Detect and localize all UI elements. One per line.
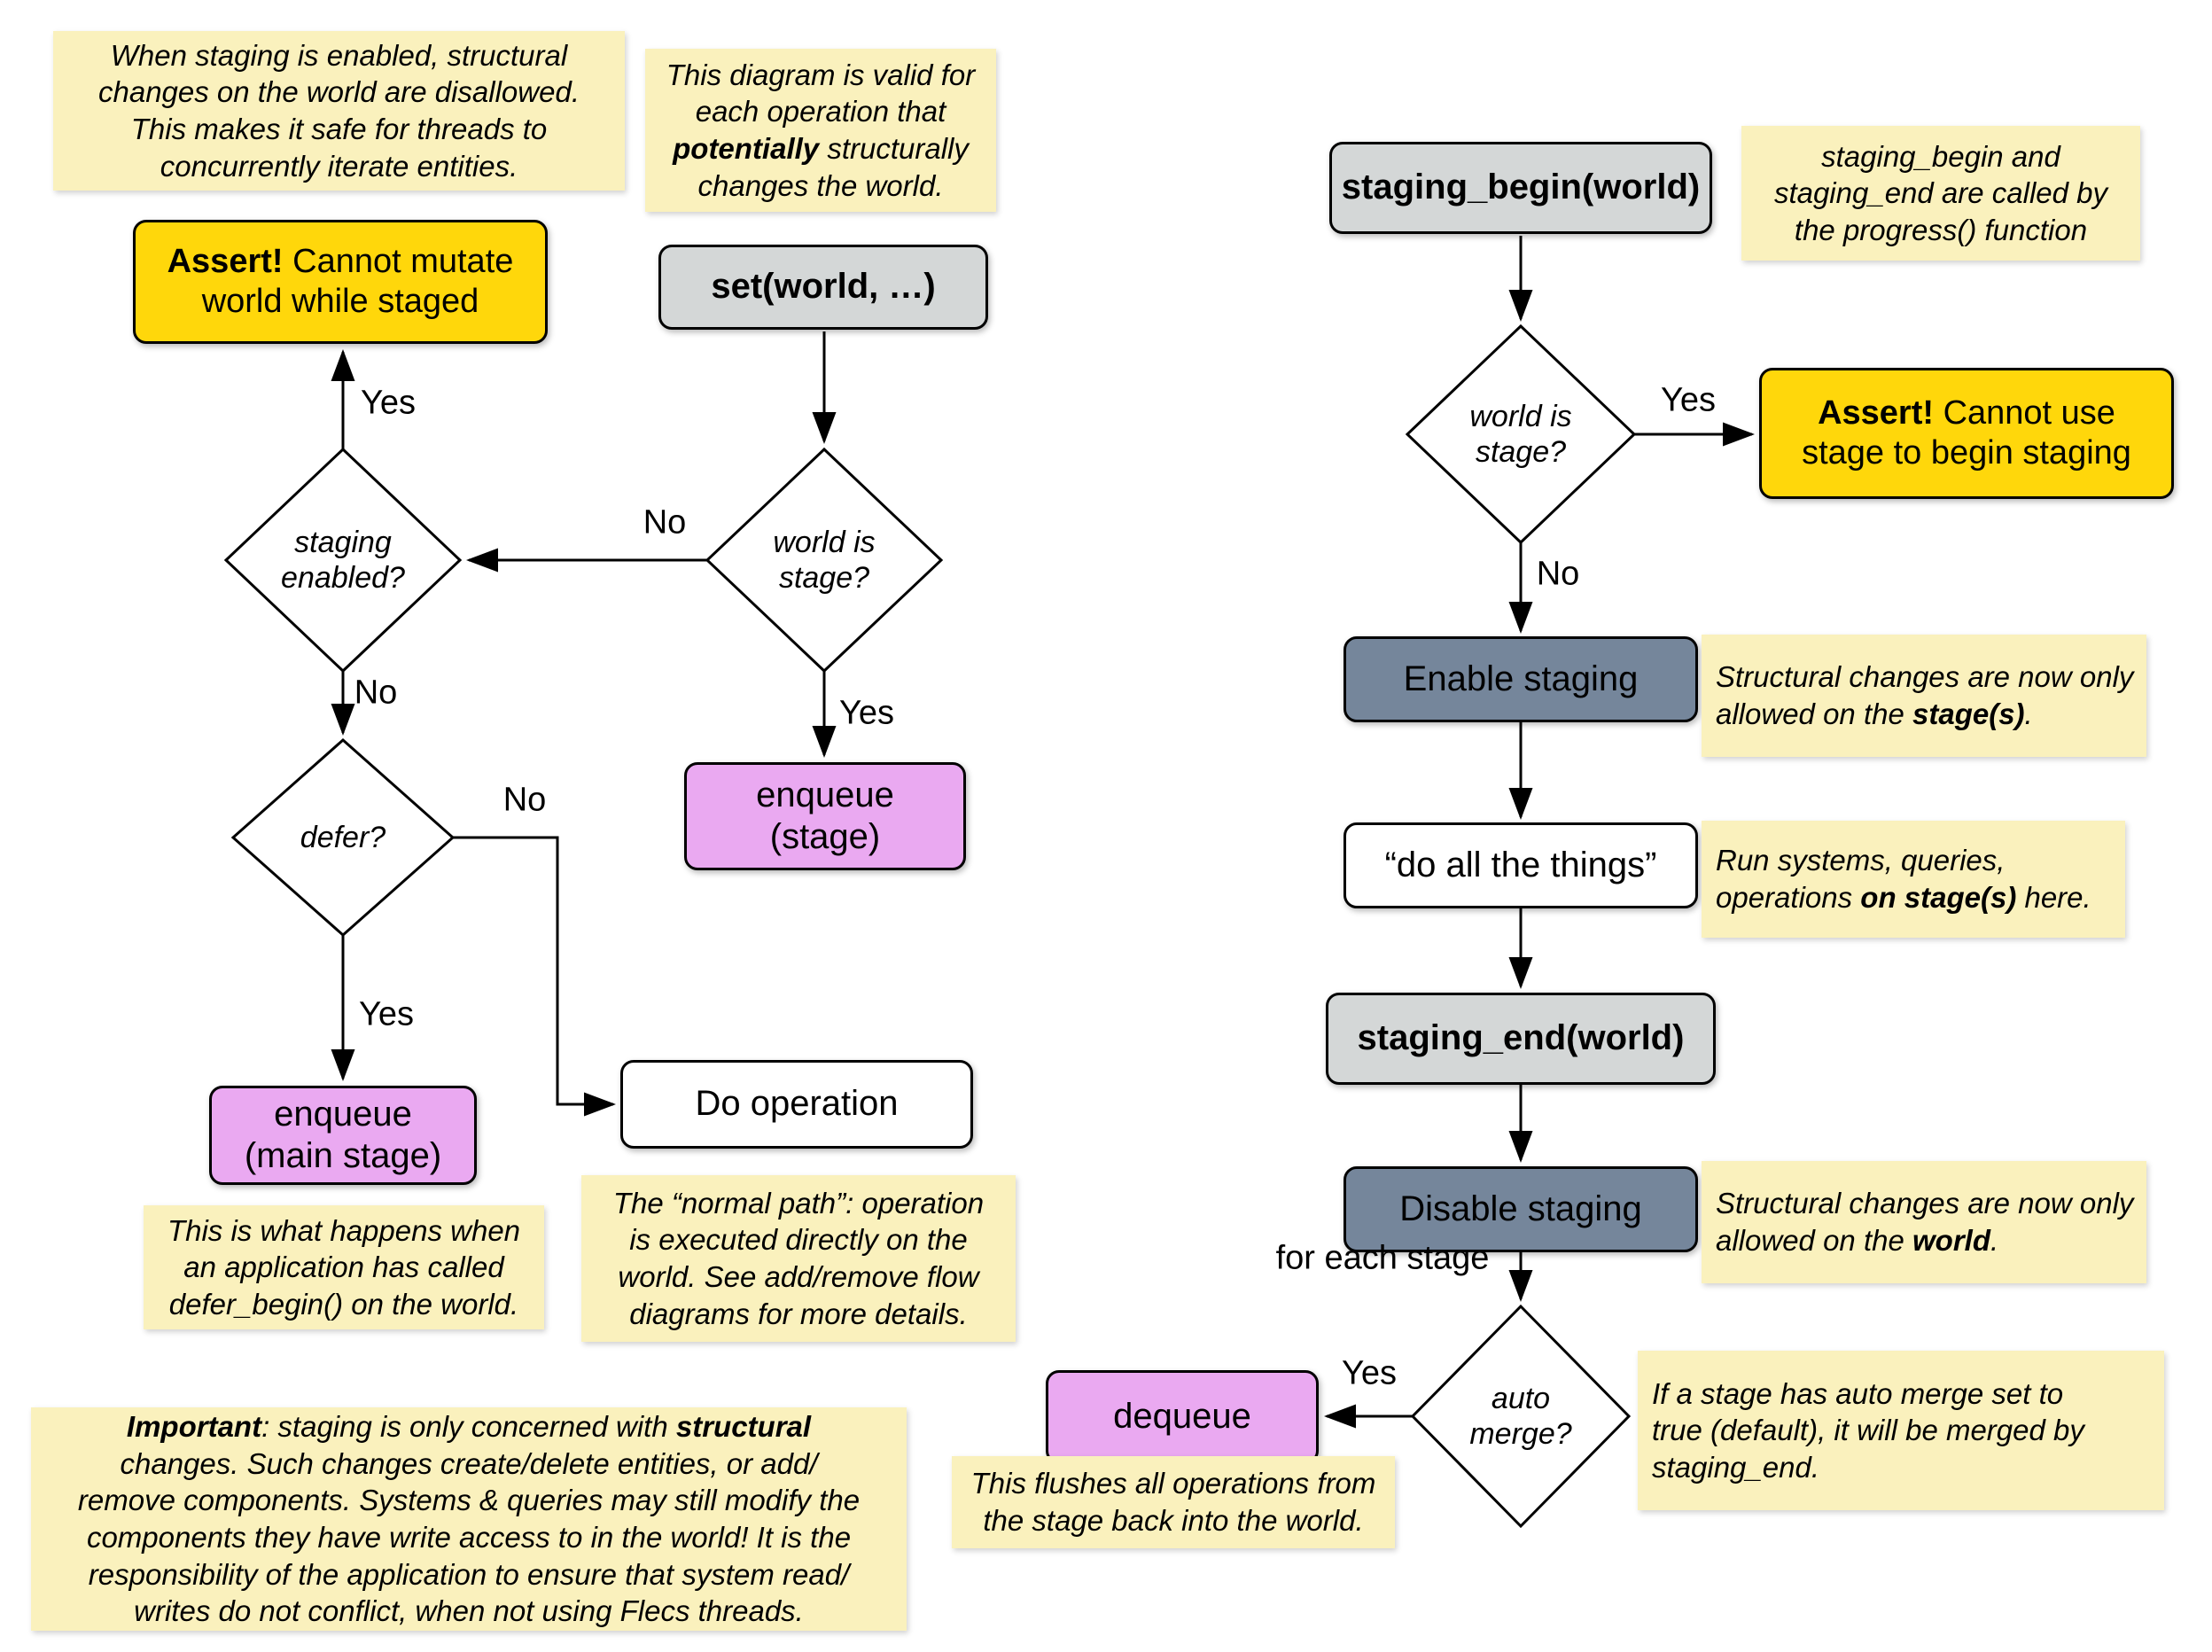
world-is-stage-left-question <box>773 525 875 596</box>
assert-cannot-mutate-box <box>133 220 548 344</box>
edge-label-yes-defer: Yes <box>359 995 414 1033</box>
note-line-bold: potentially <box>673 132 820 165</box>
diamond-line: auto <box>1491 1381 1551 1415</box>
staging-begin-label: staging_begin(world) <box>1341 168 1701 207</box>
assert-line: stage to begin staging <box>1802 434 2131 471</box>
note-run-systems <box>1702 821 2125 938</box>
note-line: components they have write access to in the world! It is the <box>86 1521 852 1554</box>
note-line-bold: structural <box>675 1410 812 1444</box>
diamond-line: world is <box>773 525 876 559</box>
enqueue-stage-box <box>684 762 966 870</box>
enqueue-stage-line: (stage) <box>769 817 881 856</box>
note-line: This is what happens when <box>167 1213 521 1247</box>
edge-label-no-world-stage-left: No <box>643 503 687 542</box>
assert-line: world while staged <box>201 283 479 320</box>
diamond-line: defer? <box>300 820 386 854</box>
note-line-bold: Important <box>126 1410 262 1444</box>
assert-text: Cannot mutate <box>283 243 514 281</box>
diamond-line: world is <box>1469 399 1572 433</box>
note-line: concurrently iterate entities. <box>160 149 518 183</box>
note-line: This flushes all operations from <box>970 1467 1376 1500</box>
assert-prefix: Assert! <box>167 243 284 281</box>
note-line: Run systems, queries, <box>1716 844 2006 877</box>
auto-merge-question <box>1469 1381 1571 1452</box>
note-line: diagrams for more details. <box>629 1297 968 1330</box>
staging-begin-box <box>1329 142 1712 234</box>
enqueue-main-line: (main stage) <box>244 1136 442 1175</box>
dequeue-label: dequeue <box>1113 1397 1251 1437</box>
staging-end-label: staging_end(world) <box>1357 1018 1685 1058</box>
note-line: Structural changes are now only <box>1716 660 2134 694</box>
note-line: staging_begin and <box>1821 139 2060 173</box>
note-normal-path <box>581 1175 1016 1342</box>
diamond-line: stage? <box>778 561 870 595</box>
enable-staging-box <box>1344 636 1698 722</box>
note-world-only <box>1702 1161 2146 1283</box>
note-line-rest: operations <box>1716 881 1861 914</box>
note-stage-only <box>1702 635 2146 757</box>
world-is-stage-right-question <box>1469 399 1571 470</box>
note-line: is executed directly on the <box>629 1223 968 1257</box>
note-line: The “normal path”: operation <box>612 1186 985 1220</box>
note-line: responsibility of the application to ensure that system read/ <box>88 1557 850 1591</box>
note-line: an application has called <box>183 1251 504 1284</box>
note-line-rest: here. <box>2016 881 2091 914</box>
note-line: Structural changes are now only <box>1716 1187 2134 1220</box>
note-line-bold: world <box>1912 1224 1990 1257</box>
note-line: changes on the world are disallowed. <box>97 75 580 109</box>
note-line-rest: allowed on the <box>1716 697 1912 730</box>
diamond-line: merge? <box>1469 1417 1572 1451</box>
note-line <box>673 130 969 168</box>
note-line <box>127 1408 811 1446</box>
enqueue-stage-line: enqueue <box>756 775 894 814</box>
note-line: changes. Such changes create/delete entities, or add/ <box>120 1446 818 1480</box>
note-defer-begin <box>144 1205 544 1329</box>
note-line-bold: stage(s) <box>1912 697 2025 730</box>
note-line: remove components. Systems & queries may still modify the <box>77 1484 861 1517</box>
note-line: changes the world. <box>697 168 944 202</box>
note-line <box>1716 879 2091 916</box>
note-line-rest: : staging is only concerned with <box>261 1410 676 1444</box>
edge-label-no-world-stage-right: No <box>1536 555 1580 593</box>
note-when-staging <box>53 31 625 191</box>
note-progress-fn <box>1741 126 2140 261</box>
set-world-box <box>658 245 988 330</box>
diamond-line: staging <box>294 525 392 559</box>
enqueue-main-line: enqueue <box>274 1094 412 1134</box>
assert-text: Cannot use <box>1934 394 2115 432</box>
note-line: the progress() function <box>1794 213 2088 246</box>
disable-staging-label: Disable staging <box>1399 1188 1642 1228</box>
set-world-label: set(world, …) <box>711 267 936 307</box>
do-operation-box <box>620 1060 973 1149</box>
note-flushes <box>952 1456 1395 1548</box>
note-line-bold: on stage(s) <box>1860 881 2017 914</box>
note-line: This diagram is valid for <box>666 58 976 91</box>
note-line: staging_end are called by <box>1773 176 2108 210</box>
note-line-rest: . <box>2024 697 2033 730</box>
defer-question <box>300 820 386 855</box>
edge-label-yes-staging-enabled: Yes <box>361 384 416 422</box>
note-line: true (default), it will be merged by <box>1652 1414 2084 1447</box>
note-line: If a stage has auto merge set to <box>1652 1376 2064 1410</box>
enable-staging-label: Enable staging <box>1403 658 1639 698</box>
note-line: world. See add/remove flow <box>618 1260 979 1293</box>
note-important <box>31 1407 907 1631</box>
edge-label-yes-auto-merge: Yes <box>1342 1354 1397 1392</box>
assert-line <box>1818 394 2115 433</box>
note-line: the stage back into the world. <box>983 1504 1364 1537</box>
edge-label-yes-world-stage-right: Yes <box>1661 381 1716 419</box>
do-operation-label: Do operation <box>695 1084 899 1124</box>
edge-label-no-defer: No <box>502 781 547 819</box>
edge-label-no-staging-enabled: No <box>354 674 398 712</box>
edge-label-yes-world-stage-left: Yes <box>839 694 894 732</box>
note-line: writes do not conflict, when not using Flecs threads. <box>134 1594 804 1628</box>
staging-end-box <box>1326 993 1716 1085</box>
note-auto-merge <box>1638 1351 2164 1510</box>
note-line: staging_end. <box>1652 1450 1819 1484</box>
staging-enabled-question <box>281 525 405 596</box>
note-line-rest: structurally <box>819 132 969 165</box>
note-line: each operation that <box>695 95 946 129</box>
note-valid-for <box>645 49 996 212</box>
note-line <box>1716 696 2033 733</box>
dequeue-box <box>1046 1370 1319 1464</box>
note-line-rest: . <box>1990 1224 1999 1257</box>
assert-line <box>167 242 514 282</box>
note-line-rest: allowed on the <box>1716 1224 1912 1257</box>
note-line <box>1716 1222 1998 1259</box>
assert-prefix: Assert! <box>1818 394 1935 432</box>
diamond-line: enabled? <box>281 561 405 595</box>
note-line: This makes it safe for threads to <box>130 113 548 145</box>
do-all-things-box <box>1344 822 1698 908</box>
assert-cannot-use-stage-box <box>1759 368 2174 499</box>
note-line: defer_begin() on the world. <box>168 1287 519 1321</box>
diamond-line: stage? <box>1475 435 1567 469</box>
do-all-things-label: “do all the things” <box>1384 845 1657 884</box>
note-line: When staging is enabled, structural <box>110 38 568 72</box>
edge-defer-no-to-dooperation <box>453 838 613 1104</box>
enqueue-main-stage-box <box>209 1086 477 1185</box>
edge-label-for-each-stage: for each stage <box>1275 1239 1490 1277</box>
